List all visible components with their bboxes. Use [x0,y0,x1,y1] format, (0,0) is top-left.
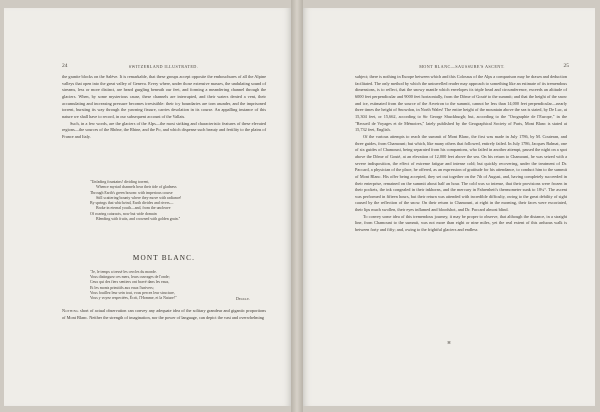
poem-line: Still scattering bounty where they move with radiance! [96,195,182,200]
paragraph: subject; there is nothing in Europe between which and this Colossus of the Alps a comparison may be drawn and deduction facilitated. The only method by which the untravelled reader may approach to something like an estimate of its tremendous dimensions, is to reflect, that the snowy mantle which envelopes its triple head and circumference, exceeds an altitude of 6000 feet perpendicular and 9000 feet horizontally, from the Dôme of Gouté to the summit; and that the height of the snow and ice, estimated from the source of the Arveiron to the summit, cannot be less than 14,000 feet perpendicular—nearly three times the height of Snowdon, in North Wales! The entire height of the mountain above the sea is stated, by De Luc, at 15,304 feet, or 15,662, according to Sir George Shuckburgh; but, according to the "Orographie de l'Europe," in the "Recueil de Voyages et de Mémoires," lately published by the Geographical Society of Paris, Mont Blanc is stated at 15,732 feet, English. [355,74,567,133]
epigraph-line: Vous fouillez leur sein tout, vous percez leur structure, [90,290,175,295]
left-body-text [62,74,266,141]
paragraph: Such, in a few words, are the glaciers of the Alps—the most striking and characteristic features of these elevated regions—the sources of the Rhône, the Rhine, and the Po, and which dispense such beauty and fertility to the plains of France and Italy. [62,120,266,139]
epigraph-line: "Je, le temps a tressé les cercles du monde. [90,270,157,274]
poem-line: "Unfading fountains! dividing torrent, [90,180,150,184]
section-title: MONT BLANC. [132,254,196,262]
signature-mark: H [447,340,451,345]
epigraph-line: Ceux qui des fiers sentiers ont bravé dans les eaux, [90,280,170,285]
epigraph-line: Et les monts primitifs aux eaux l'univers; [90,285,154,290]
french-epigraph [90,270,250,301]
left-page [4,8,291,406]
poem-line: Of roaring cataracts, now but wide domain [90,211,157,216]
left-closing-text [62,308,266,321]
poem-line: Broke in eternal youth—and, from the uncleave [96,206,171,211]
right-body-text [355,74,567,234]
paragraph: the granite blocks on the Salève. It is remarkable, that these groups accept opposite the embouchures of all the Alpine valleys that open into the great valley of Geneva. Every where, under those extensive masses, the undulating sound of streams, less or more distinct, are heard gurgling beneath our feet, and forming a meandering channel through the glaciers. When, by some mysterious cause, these channels are interrupted, and their waters denied a vent, their accumulating and increasing pressure becomes irresistible: their icy boundaries are torn asunder, and the imprisoned torrent, bursting its way through the yawning fissure, carries desolation in its course. An appalling instance of this nature we shall have to record, in our subsequent account of the Vallais. [62,74,266,119]
poem-line: By springs that whirlwind, Earth divides and rivers— [90,201,174,206]
poem-quotation [90,180,240,222]
right-page-number: 25 [563,63,569,69]
poem-line: Whence myriad channels bear their tide of gladness [96,185,177,190]
book-gutter [291,0,303,412]
epigraph-attribution: Delille. [235,296,250,302]
paragraph: Of the various attempts to reach the summit of Mont Blanc, the first was made in July 1786, by M. Couteran, and three guides, from Chamouni; but which, like many others that followed, entirely failed. In July 1786, Jacques Balmat, one of six guides of Chamouni, being separated from his companions, who failed in another attempt, passed the night on a spot above the Dôme of Gouté, at an elevation of 12,000 feet above the sea. On his return to Chamouni, he was seized with a severe indisposition, the effect of extreme fatigue and intense cold; but quickly recovering, under the treatment of Dr. Paccard, a physician of the place, he offered, as an expression of gratitude for his attendance, to conduct him to the summit of Mont Blanc. His offer being accepted, they set out together on the 7th of August, and, having completely succeeded in their enterprise, remained on the summit about half an hour. The cold was so intense, that their provisions were frozen in their pockets, the ink congealed in their inkhorns, and the mercury in Fahrenheit's thermometer sunk to 18¼°. The ascent was performed in fifteen hours, but their return was attended with incredible difficulty, owing to the great debility of sight caused by the reflection of the snow. On their return to Chamouni, at eight in the morning, their faces were excoriated, their lips much swollen, their eyes inflamed and bloodshot, and Dr. Paccard almost blind. [355,133,567,213]
paragraph: To convey some idea of this tremendous journey, it may be proper to observe, that although the distance, in a straight line, from Chamouni to the summit, was not more than eight or nine miles, yet the real extent of this arduous walk is between forty and fifty; and, owing to the frightful glaciers and endless [355,213,567,233]
paragraph [62,308,266,321]
epigraph-line: Vous y voyez respectées, Écrit, l'Homme, et la Nature!" [90,296,177,301]
right-running-head-title: MONT BLANC—SAUSSURE'S ASCENT. [419,64,505,69]
poem-line: Blending with fruits, and crowned with golden grain." [96,217,181,222]
paragraph-body: short of actual observation can convey any adequate idea of the solitary grandeur and gigantic proportions of Mont Blanc. Neither the strength of imagination, nor the power of language, can depict the vast and overwhelming [62,308,266,320]
epigraph-line: Vous distinguez ces mers, leurs ouvrages de l'onde; [90,275,170,280]
left-page-number: 24 [62,63,68,69]
paragraph-lead-word: Nothing [62,308,79,313]
poem-line: Through Earth's green bosom: with imperious course [90,190,173,195]
left-running-head-title: SWITZERLAND ILLUSTRATED. [128,64,199,69]
right-page [303,8,595,406]
